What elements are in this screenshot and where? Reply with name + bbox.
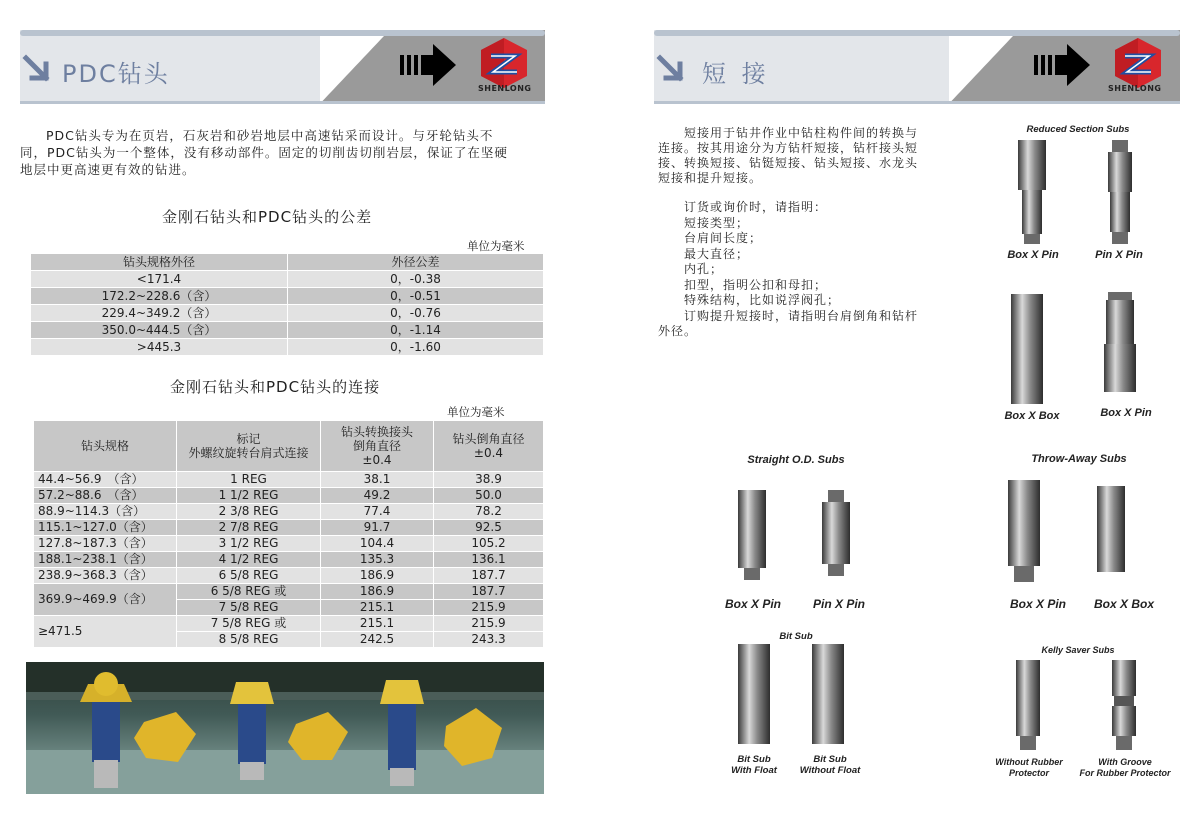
sub-label: Bit Sub With Float — [731, 754, 777, 776]
pin-x-pin-sub-image — [820, 490, 852, 580]
bottom-rule — [20, 101, 545, 104]
order-line: 订货或询价时，请指明： — [684, 200, 828, 214]
sub-label: Bit Sub Without Float — [799, 754, 861, 776]
table2-title: 金刚石钻头和PDC钻头的连接 — [170, 378, 381, 396]
box-x-pin-sub-image — [1100, 292, 1140, 392]
forward-arrow-icon — [398, 40, 458, 90]
sub-label: Box X Pin — [724, 597, 781, 611]
page-title: PDC钻头 — [62, 60, 170, 88]
order-line: 台肩间长度； — [684, 231, 763, 245]
reduced-section-title: Reduced Section Subs — [1026, 124, 1130, 135]
intro-paragraph — [658, 126, 968, 186]
header-divider — [320, 30, 390, 104]
bit-sub-without-float-image — [808, 644, 848, 744]
header-band — [654, 30, 949, 104]
sub-label: Box X Box — [1093, 597, 1154, 611]
sub-label: Box X Pin — [1009, 597, 1066, 611]
table-row: 369.9~469.9（含） 6 5/8 REG 或 186.9 187.7 — [34, 584, 544, 600]
table2-unit: 单位为毫米 — [447, 405, 505, 419]
box-x-box-sub-image — [1007, 294, 1047, 404]
table-row: 115.1~127.0（含） 2 7/8 REG 91.7 92.5 — [34, 520, 544, 536]
right-page — [600, 0, 1200, 816]
table-header: 钻头倒角直径 ±0.4 — [434, 421, 544, 472]
bit-sub-with-float-image — [734, 644, 774, 744]
diagonal-arrow-icon — [656, 54, 688, 86]
intro-line: 连接。按其用途分为方钻杆短接，钻杆接头短 — [658, 141, 919, 155]
table-row: >445.3 0，-1.60 — [31, 339, 544, 356]
sub-label: Box X Pin — [1100, 407, 1152, 419]
diagonal-arrow-icon — [22, 54, 54, 86]
table-row: 238.9~368.3（含） 6 5/8 REG 186.9 187.7 — [34, 568, 544, 584]
intro-line: 短接用于钻井作业中钻柱构件间的转换与 — [684, 126, 919, 140]
kelly-saver-with-groove-image — [1106, 660, 1142, 750]
table-row: 350.0~444.5（含） 0，-1.14 — [31, 322, 544, 339]
top-rule — [654, 30, 1180, 36]
tolerance-table — [30, 253, 544, 356]
table-row: 188.1~238.1（含） 4 1/2 REG 135.3 136.1 — [34, 552, 544, 568]
box-x-pin-sub-image — [1004, 480, 1044, 582]
table-row: 57.2~88.6 （含） 1 1/2 REG 49.2 50.0 — [34, 488, 544, 504]
pdc-bits-illustration — [26, 662, 544, 794]
table-row: 172.2~228.6（含） 0，-0.51 — [31, 288, 544, 305]
order-instructions — [658, 200, 968, 340]
table-row: 44.4~56.9 （含） 1 REG 38.1 38.9 — [34, 472, 544, 488]
intro-line: 短接和提升短接。 — [658, 171, 763, 185]
brand-name: SHENLONG — [1108, 84, 1162, 93]
order-line: 特殊结构，比如说浮阀孔； — [684, 293, 841, 307]
header-divider — [949, 30, 1019, 104]
table-row: 88.9~114.3（含） 2 3/8 REG 77.4 78.2 — [34, 504, 544, 520]
throw-away-title: Throw-Away Subs — [1031, 453, 1127, 465]
order-line: 扣型，指明公扣和母扣； — [684, 277, 828, 292]
box-x-box-sub-image — [1095, 486, 1127, 572]
table-row: 8 5/8 REG 242.5 243.3 — [34, 632, 544, 648]
order-line: 内孔； — [684, 262, 724, 276]
sub-label: Without Rubber Protector — [995, 757, 1063, 778]
table1-unit: 单位为毫米 — [467, 239, 525, 253]
sub-label: With Groove For Rubber Protector — [1079, 757, 1171, 778]
brand-name: SHENLONG — [478, 84, 532, 93]
straight-od-title: Straight O.D. Subs — [747, 454, 845, 466]
table-header: 外径公差 — [288, 254, 544, 271]
table-row: <171.4 0，-0.38 — [31, 271, 544, 288]
sub-label: Pin X Pin — [812, 597, 865, 611]
box-x-pin-sub-image — [736, 490, 768, 580]
intro-paragraph — [20, 127, 550, 178]
intro-line: 同，PDC钻头为一个整体，没有移动部件。固定的切削齿切削岩层，保证了在坚硬 — [20, 145, 508, 160]
top-rule — [20, 30, 545, 36]
order-line: 订购提升短接时，请指明台肩倒角和钻杆 — [684, 308, 919, 323]
table-row: 127.8~187.3（含） 3 1/2 REG 104.4 105.2 — [34, 536, 544, 552]
forward-arrow-icon — [1032, 40, 1092, 90]
kelly-saver-without-rubber-image — [1010, 660, 1046, 750]
order-line: 外径。 — [658, 324, 698, 338]
table-header: 标记 外螺纹旋转台肩式连接 — [177, 421, 321, 472]
intro-line: PDC钻头专为在页岩，石灰岩和砂岩地层中高速钻采而设计。与牙轮钻头不 — [46, 128, 494, 143]
bit-sub-title: Bit Sub — [779, 631, 813, 642]
connection-table — [33, 420, 544, 648]
table-row: ≥471.5 7 5/8 REG 或 215.1 215.9 — [34, 616, 544, 632]
table1-title: 金刚石钻头和PDC钻头的公差 — [162, 208, 373, 226]
box-x-pin-sub-image — [1014, 140, 1050, 244]
table-row: 7 5/8 REG 215.1 215.9 — [34, 600, 544, 616]
table-row: 229.4~349.2（含） 0，-0.76 — [31, 305, 544, 322]
order-line: 最大直径； — [684, 246, 750, 261]
sub-label: Box X Pin — [1007, 249, 1059, 261]
page-title: 短 接 — [702, 60, 770, 88]
order-line: 短接类型； — [684, 215, 750, 230]
table-header: 钻头转换接头 倒角直径 ±0.4 — [321, 421, 434, 472]
sub-label: Box X Box — [1004, 410, 1060, 422]
intro-line: 接、转换短接、钻铤短接、钻头短接、水龙头 — [658, 156, 919, 170]
kelly-saver-title: Kelly Saver Subs — [1041, 645, 1115, 655]
sub-label: Pin X Pin — [1095, 249, 1143, 261]
intro-line: 地层中更高速更有效的钻进。 — [20, 162, 196, 177]
pin-x-pin-sub-image — [1102, 140, 1138, 244]
pdc-bits-photo — [26, 662, 544, 794]
table-header: 钻头规格外径 — [31, 254, 288, 271]
table-header: 钻头规格 — [34, 421, 177, 472]
bottom-rule — [654, 101, 1180, 104]
